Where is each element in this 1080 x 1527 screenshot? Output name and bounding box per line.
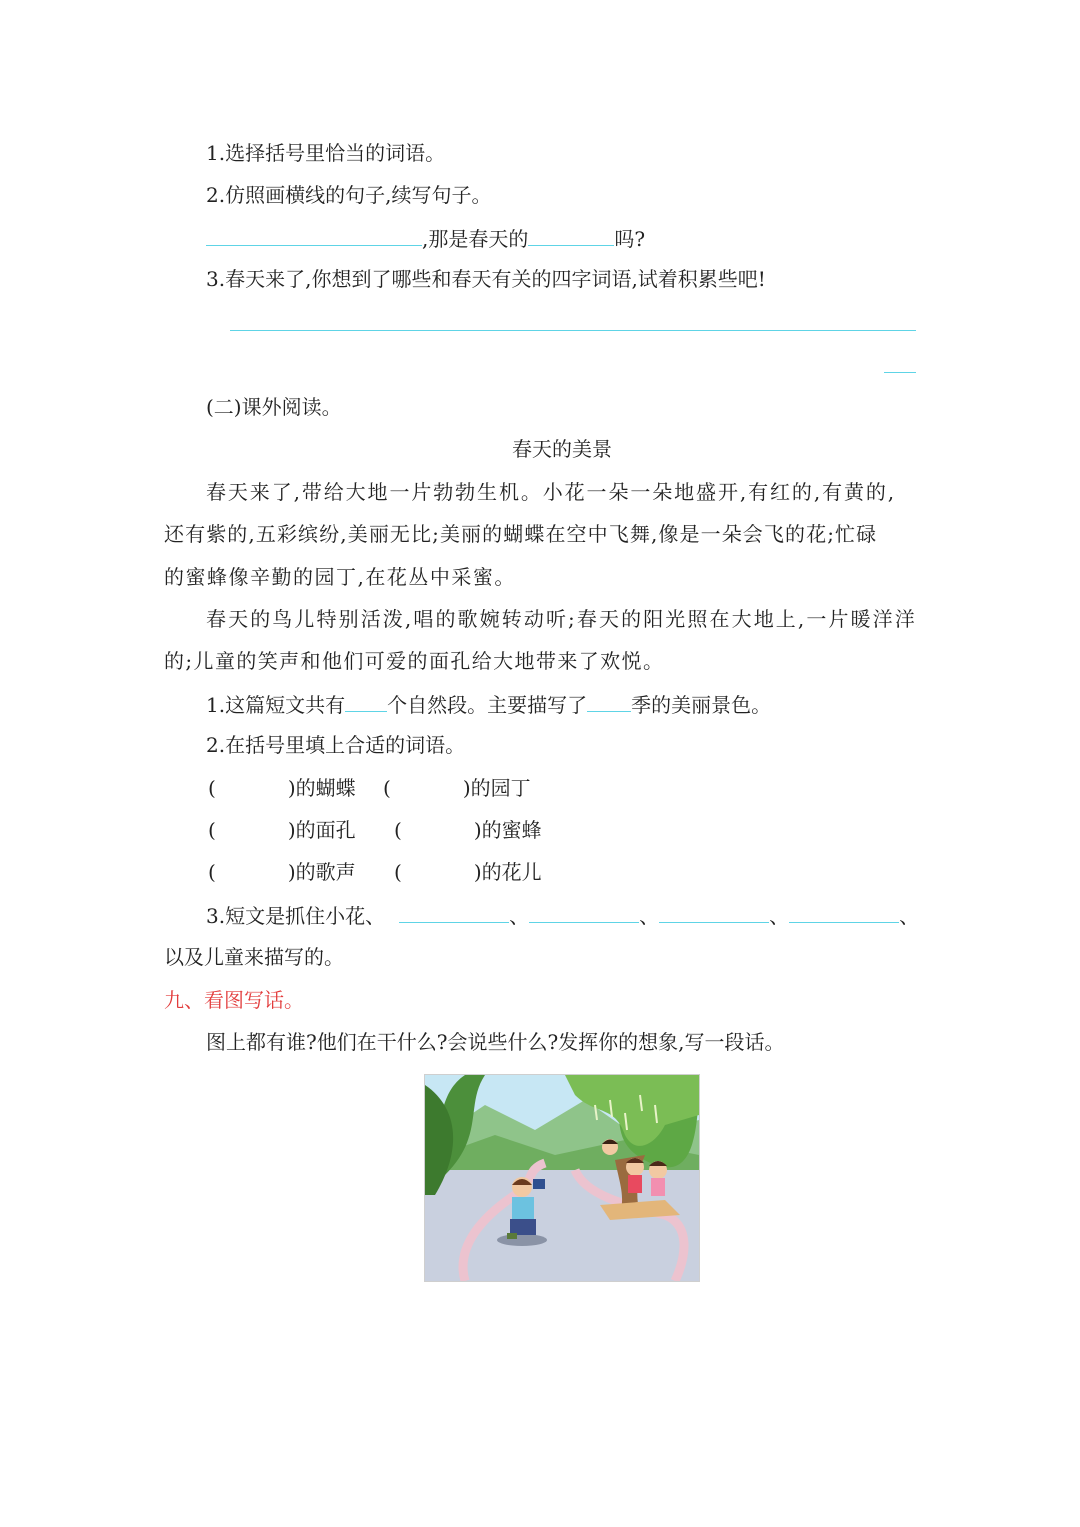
blank-line[interactable] [529, 900, 639, 923]
cartoon-scene-image [425, 1075, 699, 1281]
question-2: 2.仿照画横线的句子,续写句子。 [206, 183, 492, 207]
fill-item[interactable]: ( )的面孔 [208, 818, 356, 842]
question-1: 1.选择括号里恰当的词语。 [206, 141, 446, 165]
answer-line[interactable] [230, 330, 916, 331]
reading-question-3-cont: 以及儿童来描写的。 [164, 945, 344, 969]
fill-item[interactable]: ( )的蝴蝶 [208, 776, 356, 800]
passage-p2-line1: 春天的鸟儿特别活泼,唱的歌婉转动听;春天的阳光照在大地上,一片暖洋洋 [206, 607, 917, 631]
section-9-title: 九、看图写话。 [164, 988, 304, 1012]
reading-question-3: 3.短文是抓住小花、 、 、 、 、 [206, 900, 919, 930]
question-2-fill-line: ,那是春天的 吗? [206, 223, 645, 253]
passage-title: 春天的美景 [512, 437, 612, 461]
blank-line[interactable] [206, 223, 422, 246]
blank-line[interactable] [399, 900, 509, 923]
passage-p2-line2: 的;儿童的笑声和他们可爱的面孔给大地带来了欢悦。 [164, 649, 665, 673]
passage-p1-line1: 春天来了,带给大地一片勃勃生机。小花一朵一朵地盛开,有红的,有黄的, [206, 480, 897, 504]
blank-line[interactable] [789, 900, 899, 923]
reading-question-1: 1.这篇短文共有 个自然段。主要描写了 季的美丽景色。 [206, 689, 771, 719]
fill-item[interactable]: ( )的园丁 [383, 776, 531, 800]
blank-line[interactable] [587, 689, 631, 712]
fill-item[interactable]: ( )的蜜蜂 [394, 818, 542, 842]
reading-question-2: 2.在括号里填上合适的词语。 [206, 733, 466, 757]
illustration [424, 1074, 700, 1282]
fill-item[interactable]: ( )的花儿 [394, 860, 542, 884]
blank-line[interactable] [659, 900, 769, 923]
section-9-prompt: 图上都有谁?他们在干什么?会说些什么?发挥你的想象,写一段话。 [206, 1030, 785, 1054]
passage-p1-line2: 还有紫的,五彩缤纷,美丽无比;美丽的蝴蝶在空中飞舞,像是一朵会飞的花;忙碌 [164, 522, 878, 546]
question-3: 3.春天来了,你想到了哪些和春天有关的四字词语,试着积累些吧! [206, 267, 766, 291]
fill-item[interactable]: ( )的歌声 [208, 860, 356, 884]
passage-p1-line3: 的蜜蜂像辛勤的园丁,在花丛中采蜜。 [164, 565, 516, 589]
section-title: (二)课外阅读。 [206, 395, 342, 419]
blank-line[interactable] [345, 689, 387, 712]
answer-line-end[interactable] [884, 372, 916, 373]
blank-line[interactable] [528, 223, 614, 246]
